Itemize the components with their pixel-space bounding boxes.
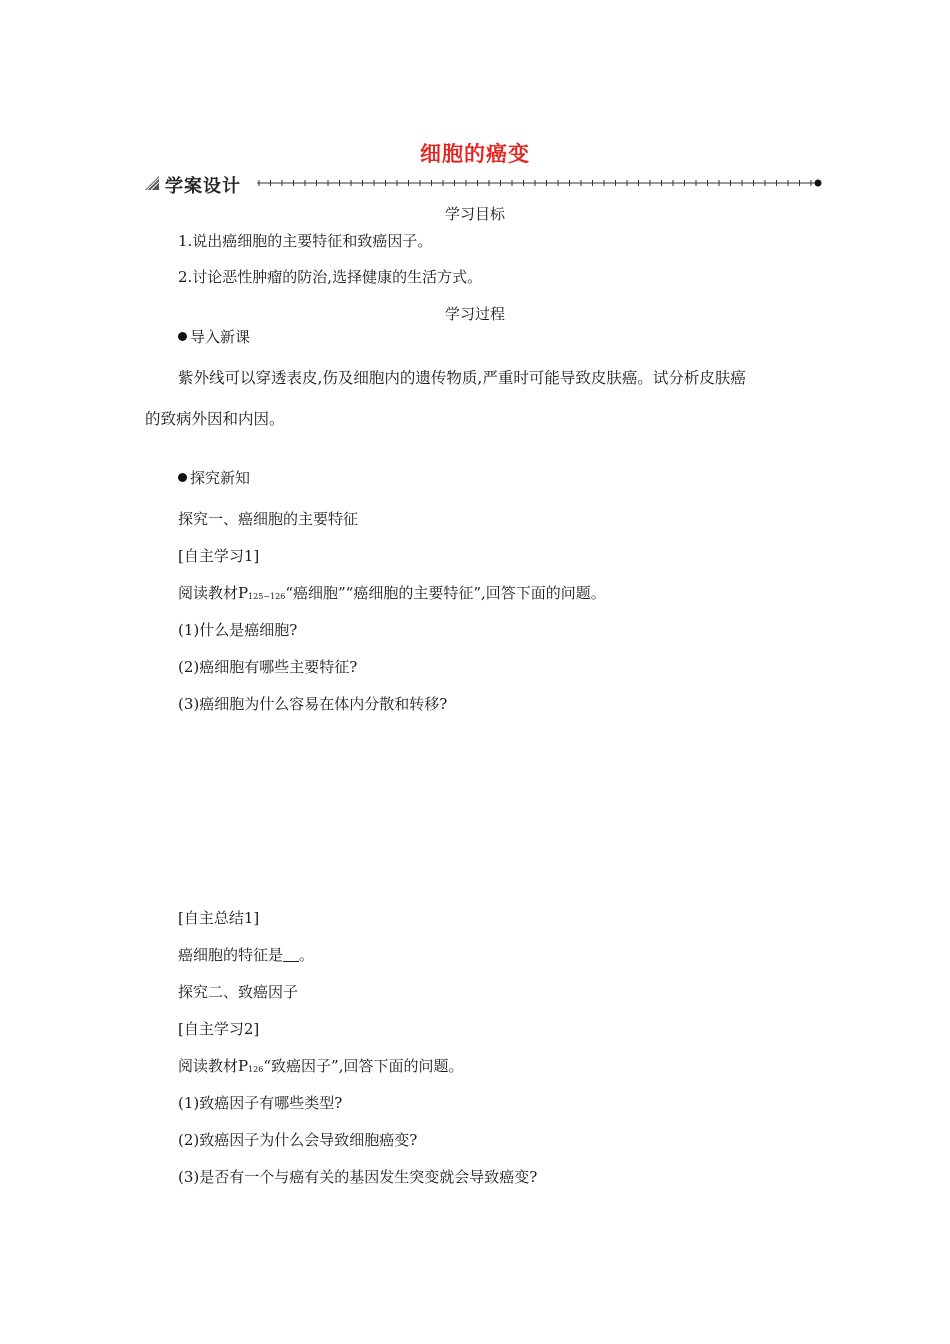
section-header-label: 学案设计 [165, 176, 241, 197]
read-pages: 125~126 [248, 592, 286, 601]
goals-heading: 学习目标 [444, 205, 505, 223]
page-title: 细胞的癌变 [420, 142, 530, 166]
section-header [145, 172, 823, 197]
part1-read-instruction [178, 582, 606, 603]
part2-question-2: (2)致癌因子为什么会导致细胞癌变? [178, 1131, 418, 1149]
part1-question-2: (2)癌细胞有哪些主要特征? [178, 658, 358, 676]
part2-study-tag: [自主学习2] [178, 1020, 260, 1038]
bullet-dot-icon [178, 473, 187, 482]
part1-question-3: (3)癌细胞为什么容易在体内分散和转移? [178, 695, 448, 713]
read-prefix: 阅读教材P [178, 584, 249, 602]
part2-question-3: (3)是否有一个与癌有关的基因发生突变就会导致癌变? [178, 1168, 538, 1186]
read-suffix: “致癌因子”,回答下面的问题。 [263, 1057, 464, 1075]
bullet-dot-icon [178, 332, 187, 341]
part1-title: 探究一、癌细胞的主要特征 [178, 510, 359, 528]
explore-bullet [178, 467, 250, 488]
part1-summary [178, 944, 314, 965]
read-pages: 126 [248, 1065, 264, 1074]
read-suffix: “癌细胞”“癌细胞的主要特征”,回答下面的问题。 [285, 584, 606, 602]
summary-prefix: 癌细胞的特征是 [178, 946, 284, 964]
part1-study-tag: [自主学习1] [178, 547, 260, 565]
part2-question-1: (1)致癌因子有哪些类型? [178, 1094, 343, 1112]
header-decoration [145, 172, 823, 194]
goal-item-2: 2.讨论恶性肿瘤的防治,选择健康的生活方式。 [178, 268, 483, 286]
part1-question-1: (1)什么是癌细胞? [178, 621, 298, 639]
header-end-dot [815, 180, 822, 187]
part2-title: 探究二、致癌因子 [178, 983, 299, 1001]
intro-bullet [178, 326, 250, 347]
intro-bullet-label: 导入新课 [190, 328, 251, 346]
intro-paragraph-line2: 的致病外因和内因。 [145, 410, 285, 428]
explore-bullet-label: 探究新知 [190, 469, 251, 487]
summary-suffix: 。 [299, 946, 315, 964]
summary-blank [283, 949, 299, 962]
read-prefix: 阅读教材P [178, 1057, 249, 1075]
part2-read-instruction [178, 1055, 463, 1076]
intro-paragraph-line1: 紫外线可以穿透表皮,伤及细胞内的遗传物质,严重时可能导致皮肤癌。试分析皮肤癌 [178, 369, 746, 387]
goal-item-1: 1.说出癌细胞的主要特征和致癌因子。 [178, 232, 433, 250]
process-heading: 学习过程 [444, 305, 505, 323]
header-triangle-icon [145, 176, 159, 190]
part1-summary-tag: [自主总结1] [178, 909, 260, 927]
